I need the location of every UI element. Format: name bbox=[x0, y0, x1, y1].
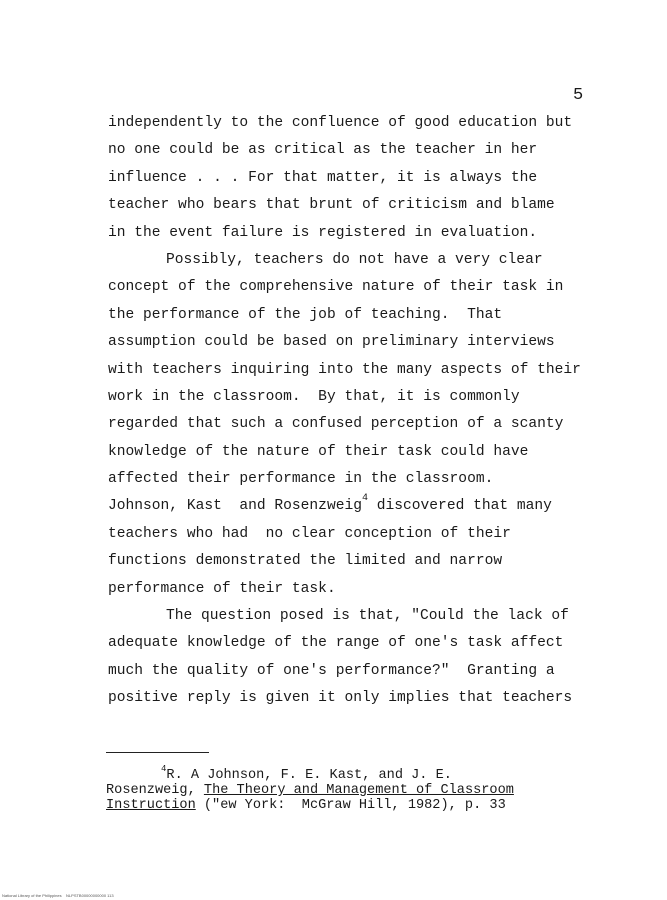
text-line-with-footnote-ref bbox=[108, 493, 628, 520]
text-line: the performance of the job of teaching. That bbox=[108, 306, 503, 323]
page-number: 5 bbox=[573, 86, 584, 105]
paragraph-start-line: The question posed is that, "Could the lack of bbox=[166, 608, 569, 625]
text-line: no one could be as critical as the teacher in her bbox=[108, 142, 538, 159]
footnote-text: Rosenzweig, bbox=[106, 783, 204, 798]
text-line: independently to the confluence of good education but bbox=[108, 115, 573, 131]
text-line: positive reply is given it only implies that teachers bbox=[108, 690, 573, 707]
text-line: performance of their task. bbox=[108, 580, 336, 597]
text-segment: discovered that many bbox=[368, 498, 552, 515]
footnote-publication: ("ew York: McGraw Hill, 1982), p. 33 bbox=[195, 798, 506, 813]
body-text bbox=[108, 110, 628, 713]
footnote-line bbox=[106, 764, 566, 783]
paragraph-start-line: Possibly, teachers do not have a very clear bbox=[166, 251, 543, 268]
footnote-reference: 4 bbox=[361, 493, 368, 505]
text-line: regarded that such a confused perception of a scanty bbox=[108, 416, 564, 433]
text-line: teacher who bears that brunt of criticism and blame bbox=[108, 197, 555, 214]
footnote-line bbox=[106, 783, 566, 798]
footnote-line bbox=[106, 798, 566, 813]
text-line: functions demonstrated the limited and narrow bbox=[108, 553, 503, 570]
footnote-separator bbox=[106, 752, 209, 753]
text-line: in the event failure is registered in evaluation. bbox=[108, 224, 538, 241]
footnote-authors: R. A Johnson, F. E. Kast, and J. E. bbox=[166, 768, 452, 783]
text-line: affected their performance in the classroom. bbox=[108, 471, 494, 488]
text-line: much the quality of one's performance?" Granting a bbox=[108, 662, 555, 679]
text-line: teachers who had no clear conception of their bbox=[108, 525, 511, 542]
text-line: knowledge of the nature of their task could have bbox=[108, 443, 529, 460]
footnote bbox=[106, 764, 566, 813]
footnote-book-title: Instruction bbox=[106, 798, 196, 813]
text-line: influence . . . For that matter, it is always the bbox=[108, 169, 538, 186]
footnote-marker: 4 bbox=[161, 764, 167, 774]
text-line: work in the classroom. By that, it is commonly bbox=[108, 388, 520, 405]
text-line: assumption could be based on preliminary interviews bbox=[108, 334, 555, 351]
text-line: concept of the comprehensive nature of their task in bbox=[108, 279, 564, 296]
archive-stamp: National Library of the Philippines NLPSTB00000000000 113 bbox=[2, 893, 114, 898]
footnote-book-title: The Theory and Management of Classroom bbox=[203, 783, 514, 798]
text-line: with teachers inquiring into the many aspects of their bbox=[108, 361, 581, 378]
text-line: adequate knowledge of the range of one's task affect bbox=[108, 635, 564, 652]
text-segment: Johnson, Kast and Rosenzweig bbox=[108, 498, 362, 515]
